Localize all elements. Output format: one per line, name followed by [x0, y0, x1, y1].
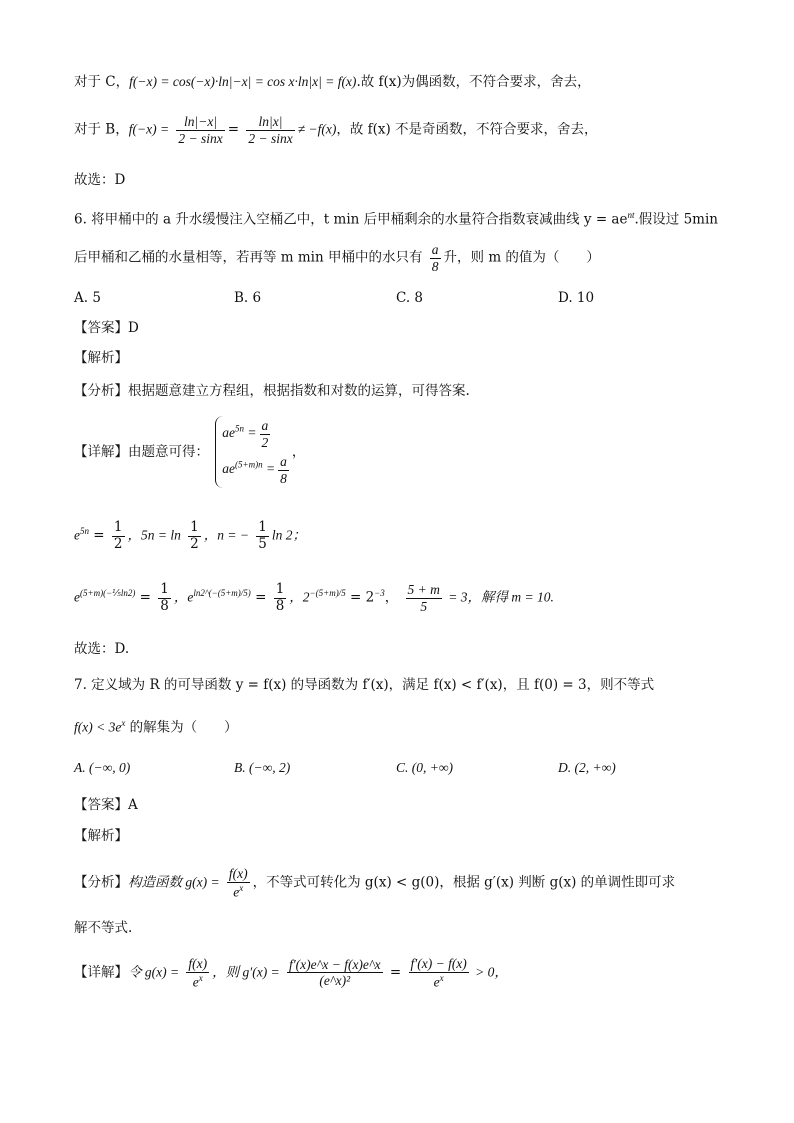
q6-step1-line [74, 520, 734, 552]
q7-detail-frac1 [186, 956, 209, 990]
b-check-frac1-den: 2 − sinx [178, 130, 223, 146]
q6-answer-value: D [128, 320, 139, 336]
q7-fenxi-den: e [233, 884, 240, 900]
q6-step1-den3: 5 [258, 535, 267, 552]
q7-detail-d: > 0， [471, 964, 508, 980]
c-check-math: f(−x) = cos(−x)·ln|−x| = cos x·ln|x| = f(x) [129, 74, 357, 89]
q7-stem-exp: x [121, 718, 126, 728]
q6-step1-c: ，5n = ln [127, 527, 181, 543]
q6-step2-den3: 5 [420, 598, 428, 614]
q6-step1-a: e [74, 527, 80, 543]
q7-detail-den1-wrap [186, 973, 209, 990]
q6-sys2-den: 8 [280, 470, 287, 486]
q6-equation-system [215, 416, 292, 488]
q6-stem-line2 [74, 242, 734, 274]
q7-detail-num2: f′(x)e^x − f(x)e^x [288, 956, 381, 972]
q7-detail-den3: e [433, 974, 440, 990]
q6-step2-exp: (5+m)(−⅕ln2) [80, 588, 136, 599]
q7-stem-line1: 7. 定义域为 R 的可导函数 y = f(x) 的导函数为 f′(x)，满足 f(x) < f′(x)，且 f(0) = 3，则不等式 [74, 677, 655, 693]
q6-step2-frac2 [274, 582, 287, 614]
q7-detail-line [74, 956, 734, 990]
q6-stem-frac [430, 242, 441, 274]
q6-step2-frac3 [406, 582, 442, 614]
q6-stem-text1: 6. 将甲桶中的 a 升水缓慢注入空桶乙中，t min 后甲桶剩余的水量符合指数衰减曲线 y = ae [74, 211, 628, 228]
q7-option-b: B. (−∞, 2) [234, 760, 291, 775]
q6-stem-frac-num: a [431, 242, 439, 257]
q6-step2-exp3: −(5+m)/5 [309, 588, 346, 599]
q6-step2-line [74, 582, 734, 614]
q6-step2-c: ，e [173, 589, 194, 605]
b-check-line: 对于 B，f(−x) = $\frac{\ln|-x|}{2 - \sin x}$ = $\frac{\ln|x|}{2 - \sin x}$ ≠ −f(x)，故 f(x) 不是奇函数，不符合要求，舍去， [74, 114, 598, 146]
q6-step2-den1: 8 [160, 597, 169, 614]
q6-stem-text3: 升，则 m 的值为（ ） [443, 249, 600, 266]
q6-fenxi-tag: 【分析】 [74, 383, 128, 399]
q6-step2-b: = [135, 589, 151, 606]
c-check-suffix: .故 f(x)为偶函数，不符合要求，舍去， [356, 74, 591, 90]
q6-step1-num1: 1 [113, 519, 123, 535]
q6-option-d: D. 10 [558, 290, 595, 306]
q6-step2-f: = 2 [345, 589, 375, 606]
q6-step2-g: ， [384, 589, 399, 606]
q6-sys1-den: 2 [261, 434, 269, 450]
c-check-prefix: 对于 C， [74, 74, 130, 90]
q7-fenxi-frac [227, 866, 250, 900]
q7-fenxi-line2: 解不等式. [74, 920, 133, 936]
q6-stem-exp: nt [627, 210, 635, 220]
q7-detail-num1: f(x) [188, 956, 208, 971]
q7-fenxi-a: 构造函数 g(x) = [128, 874, 220, 890]
q7-answer-line [74, 797, 734, 813]
q6-stem-line1 [74, 210, 734, 228]
q6-detail-tag: 【详解】 [74, 443, 128, 460]
q6-sys2-num: a [280, 454, 287, 470]
q6-sys2-exp: (5+m)n [235, 459, 263, 470]
b-check-frac2 [246, 114, 294, 146]
q7-detail-den1: e [192, 974, 199, 990]
q7-analysis-tag: 【解析】 [74, 828, 128, 844]
q6-answer-line [74, 320, 734, 336]
choice-line-1: 故选：D [74, 172, 126, 188]
q7-answer-value: A [128, 797, 138, 813]
q6-step2-exp2: ln2^(−(5+m)/5) [193, 588, 251, 599]
b-check-frac2-num: ln|x| [246, 114, 294, 131]
q7-detail-b: ，则 g′(x) = [212, 964, 280, 980]
q6-stem-frac-den: 8 [431, 258, 439, 274]
q6-choice: 故选：D. [74, 641, 130, 657]
q7-detail-den3-wrap [409, 973, 469, 990]
q6-step2-num1: 1 [160, 581, 169, 597]
q7-answer-tag: 【答案】 [74, 797, 128, 813]
q7-fenxi-den-wrap [227, 883, 250, 900]
q6-step2-num3: 5 + m [407, 582, 440, 597]
q7-option-a: A. (−∞, 0) [74, 760, 131, 775]
q6-stem-text2: 后甲桶和乙桶的水量相等，若再等 m min 甲桶中的水只有 [74, 249, 423, 266]
q6-answer-tag: 【答案】 [74, 320, 128, 336]
q7-detail-c: = [385, 964, 402, 981]
q6-step1-exp: 5n [80, 526, 89, 537]
b-check-lhs: f(−x) = [128, 121, 170, 137]
q7-fenxi-line [74, 866, 734, 900]
q7-stem-math: f(x) < 3e [74, 719, 122, 735]
q6-stem-end1: .假设过 5min [634, 211, 718, 228]
q6-step2-d: = [250, 589, 267, 606]
q6-sys1-frac [260, 418, 271, 450]
q6-step1-frac2 [188, 520, 201, 552]
q6-sys2-lhs: ae [222, 461, 236, 477]
q6-step2-a: e [74, 589, 80, 605]
q6-detail-line [74, 416, 734, 488]
b-check-frac1 [176, 114, 224, 146]
q7-stem-end: 的解集为（ ） [125, 719, 238, 736]
q6-step1-d: ，n = − [203, 527, 249, 543]
q6-detail-intro: 由题意可得： [128, 443, 209, 460]
q6-system-eq2: $ae^{(5+m)n}$ = $\frac{a}{8}$ [222, 454, 287, 486]
q7-fenxi-b: ，不等式可转化为 g(x) < g(0)，根据 g′(x) 判断 g(x) 的单调性即可求 [252, 874, 676, 891]
q6-analysis-tag: 【解析】 [74, 350, 128, 366]
q6-system-end: ， [291, 443, 306, 460]
q6-step2-num2: 1 [275, 581, 285, 597]
q6-step1-b: = [89, 527, 105, 544]
q7-detail-num3: f′(x) − f(x) [410, 956, 467, 971]
q7-fenxi-tag: 【分析】 [74, 874, 128, 891]
q6-step1-frac1 [112, 520, 125, 552]
b-check-prefix: 对于 B， [74, 121, 129, 138]
q6-fenxi-text: 根据题意建立方程组，根据指数和对数的运算，可得答案. [128, 383, 470, 399]
q7-fenxi-den-exp: x [239, 882, 244, 893]
q6-step2-h: = 3，解得 m = 10. [444, 589, 554, 605]
q6-option-b: B. 6 [234, 290, 262, 306]
q6-step1-den1: 2 [113, 535, 123, 552]
q6-step1-e: ln 2； [271, 527, 307, 543]
q6-sys1-num: a [261, 418, 269, 433]
q6-option-a: A. 5 [74, 290, 101, 306]
q6-option-c: C. 8 [396, 290, 424, 306]
q7-option-d: D. (2, +∞) [558, 760, 616, 775]
q6-sys1-lhs: ae [222, 425, 236, 441]
q6-step1-frac3 [256, 520, 269, 552]
q6-step2-frac1 [158, 582, 171, 614]
q6-system-eq1: $ae^{5n}$ = $\frac{a}{2}$ [222, 418, 269, 450]
b-check-rhs: ≠ −f(x) [297, 121, 337, 137]
q6-sys2-frac [278, 454, 289, 486]
q7-fenxi-num: f(x) [228, 866, 248, 881]
q6-step1-den2: 2 [190, 535, 199, 552]
q6-sys1-exp: 5n [235, 423, 245, 434]
q7-option-c: C. (0, +∞) [396, 760, 453, 775]
b-check-suffix: ，故 f(x) 不是奇函数，不符合要求，舍去， [336, 121, 598, 138]
b-check-frac2-den: 2 − sinx [248, 130, 293, 146]
q7-detail-a: 令 g(x) = [128, 964, 180, 980]
q7-detail-den3-exp: x [439, 972, 444, 983]
q7-detail-frac2 [287, 957, 383, 989]
q6-step1-num3: 1 [258, 519, 267, 535]
q7-detail-frac3 [409, 956, 469, 990]
q6-step2-den2: 8 [275, 597, 285, 614]
q7-detail-den2: (e^x)² [319, 973, 351, 989]
q6-step1-num2: 1 [190, 519, 199, 535]
q6-step2-exp4: −3 [374, 588, 385, 599]
q7-detail-den1-exp: x [198, 972, 203, 983]
q7-detail-tag: 【详解】 [74, 964, 128, 981]
b-check-frac1-num: ln|−x| [176, 114, 224, 131]
c-check-line [74, 74, 734, 90]
q7-stem-line2 [74, 718, 734, 736]
q6-step2-e: ，2 [289, 589, 310, 605]
q6-fenxi-line [74, 383, 734, 399]
